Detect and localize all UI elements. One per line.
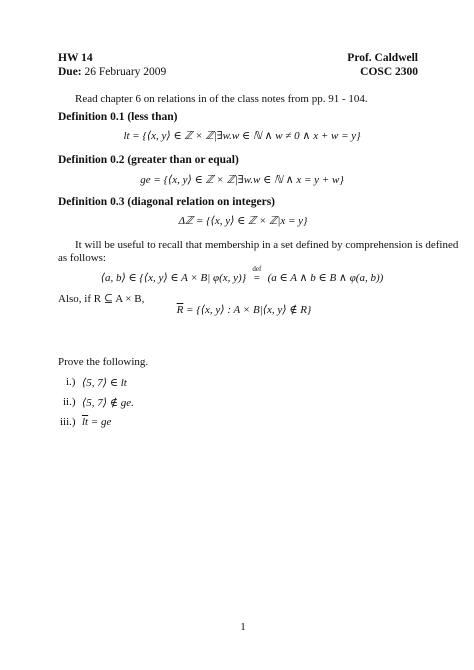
prove-intro: Prove the following. — [58, 356, 149, 368]
definition-greater-equal-title: Definition 0.2 (greater than or equal) — [58, 154, 239, 166]
prove-item-text: ⟨5, 7⟩ ∈ lt — [82, 377, 127, 389]
complement-rhs: = {⟨x, y⟩ : A × B|⟨x, y⟩ ∉ R} — [186, 304, 312, 316]
prove-item-label: iii.) — [60, 416, 76, 428]
comprehension-text-line1: It will be useful to recall that membership in a set defined by comprehension is defined — [75, 239, 459, 251]
definition-less-than-title: Definition 0.1 (less than) — [58, 111, 178, 123]
prove-item-text: ⟨5, 7⟩ ∉ ge. — [82, 397, 134, 409]
def-label: def — [252, 265, 262, 273]
definition-less-than-formula: lt = {⟨x, y⟩ ∈ ℤ × ℤ|∃w.w ∈ ℕ ∧ w ≠ 0 ∧ x + w = y} — [123, 130, 361, 142]
course-code: COSC 2300 — [360, 66, 418, 78]
due-line — [58, 66, 166, 78]
complement-intro: Also, if R ⊆ A × B, — [58, 293, 145, 305]
prove-item-label: ii.) — [63, 396, 76, 408]
comprehension-formula — [100, 265, 384, 284]
definition-diagonal-formula: Δℤ = {⟨x, y⟩ ∈ ℤ × ℤ|x = y} — [178, 215, 308, 227]
due-label: Due: — [58, 66, 82, 78]
prove-item-label: i.) — [66, 376, 76, 388]
comprehension-text-line2: as follows: — [58, 252, 106, 264]
complement-formula — [177, 303, 312, 316]
def-equals-symbol: def = — [249, 272, 265, 284]
assignment-title: HW 14 — [58, 52, 93, 64]
comprehension-lhs: ⟨a, b⟩ ∈ {⟨x, y⟩ ∈ A × B| φ(x, y)} — [100, 272, 247, 284]
definition-greater-equal-formula: ge = {⟨x, y⟩ ∈ ℤ × ℤ|∃w.w ∈ ℕ ∧ x = y + w} — [140, 174, 344, 186]
reading-intro: Read chapter 6 on relations in of the class notes from pp. 91 - 104. — [75, 93, 368, 105]
instructor-name: Prof. Caldwell — [347, 52, 418, 64]
due-date: 26 February 2009 — [84, 66, 167, 78]
comprehension-rhs: (a ∈ A ∧ b ∈ B ∧ φ(a, b)) — [267, 272, 384, 284]
prove-item-rhs: = ge — [90, 416, 112, 428]
complement-symbol: $\overline{R}$ — [176, 304, 184, 316]
complement-lt-symbol: $\overline{lt}$ — [82, 416, 89, 428]
prove-item-text — [82, 416, 111, 428]
page-number: 1 — [240, 621, 246, 633]
definition-diagonal-title: Definition 0.3 (diagonal relation on integers) — [58, 196, 276, 208]
